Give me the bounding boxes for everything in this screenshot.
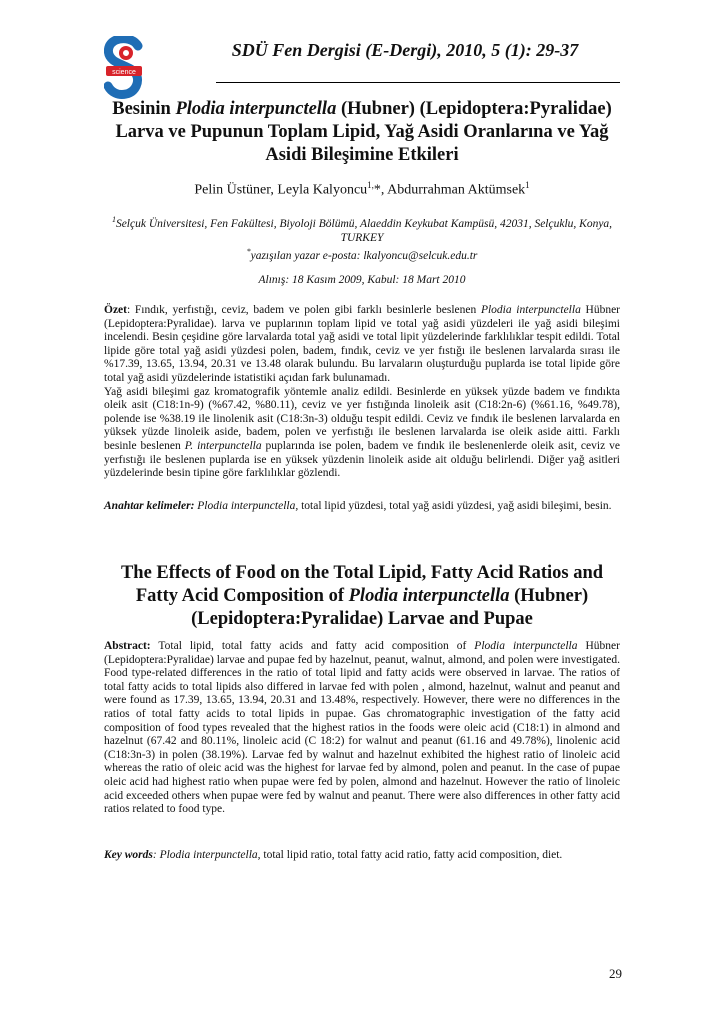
page-number: 29 <box>609 966 622 981</box>
author-sup-1: 1, <box>367 180 374 190</box>
logo-text: science <box>112 69 136 76</box>
english-keywords <box>104 849 620 863</box>
corresponding-sup: * <box>246 246 251 256</box>
ozet-p1-text-2: Hübner (Lepidoptera:Pyralidae). larva ve puplarının toplam lipid ve total yağ asidi yüzdeleri ile yağ asidi bileşimi incelendi. Besin çeşidine göre larvalarda total yağ asidi ve total lipit yüzdelerinde farklılıklar tespit edildi. Total lipide göre total yağ asidi yüzdesi polen, badem, fındık, ceviz ve yer fıstığı ile beslenen larvalarda sırası ile %17.39, 13.65, 13.94, 20.31 ve 13.48 olarak bulundu. Bu larvaların oluşturduğu puplarda ise total lipide göre total yağ asidi yüzdelerinde istatistiki açıdan fark bulunamadı. <box>104 304 621 384</box>
turkish-title-part-2: (Hubner) (Lepidoptera:Pyralidae) Larva ve Pupunun Toplam Lipid, Yağ Asidi Oranlarına ve Yağ Asidi Bileşimine Etkileri <box>115 99 612 165</box>
journal-logo-icon <box>104 36 144 102</box>
abstract-text-1: Total lipid, total fatty acids and fatty acid composition of <box>150 640 475 652</box>
turkish-title-species: Plodia interpunctella <box>175 99 337 119</box>
turkish-keywords <box>104 500 620 514</box>
keywords-label: Key words <box>104 849 153 861</box>
abstract-label: Abstract: <box>104 640 151 652</box>
turkish-abstract-paragraph-2 <box>104 386 620 481</box>
header-divider <box>216 82 620 83</box>
turkish-title <box>104 98 620 167</box>
ozet-p2-text-1: Yağ asidi bileşimi gaz kromatografik yöntemle analiz edildi. Besinlerde en yüksek yüzde badem ve fındıkta oleik asit (C18:1n-9) (%67.42, %80.11), ceviz ve yer fıstığında linoleik asit (C18:2n-6) (%61.16, %49.78), polende ise %38.19 ile linolenik asit (C18:3n-3) olduğu tespit edildi. Ceviz ve fındık ile beslenen larvalarda en yüksek yüzde linoleik aside, badem, polen ve yerfıstığı ile beslenen larvalarda ise oleik aside aitti. Farklı besinle beslenen <box>104 385 620 452</box>
authors-part-1: Pelin Üstüner, Leyla Kalyoncu <box>194 182 368 198</box>
english-title-part-1: The Effects of Food on the Total Lipid, Fatty Acid Ratios and Fatty Acid Composition of <box>120 563 604 606</box>
journal-header: SDÜ Fen Dergisi (E-Dergi), 2010, 5 (1): 29-37 <box>231 40 579 60</box>
ozet-p2-species: P. interpunctella <box>184 439 262 452</box>
keywords-species: : Plodia interpunctella, <box>152 849 261 861</box>
anahtar-rest: total lipid yüzdesi, total yağ asidi yüzdesi, yağ asidi bileşimi, besin. <box>298 500 612 512</box>
ozet-p1-text-1: : Fındık, yerfıstığı, ceviz, badem ve polen gibi farklı besinlerle beslenen <box>126 304 481 316</box>
anahtar-label: Anahtar kelimeler: <box>104 500 195 512</box>
abstract-species: Plodia interpunctella <box>474 640 578 652</box>
abstract-text-2: Hübner (Lepidoptera:Pyralidae) larvae and pupae fed by hazelnut, peanut, walnut, almond, and polen were investigated. Food type-related differences in the ratio of total lipid and fatty acids were observed in larvae. The ratios of total fatty acids to total lipids also differed in larvae fed with polen , almond, hazelnut, walnut and peanut and were found as 17.39, 13.65, 13.94, 20.31 and 13.48%, respectively. However, there were no differences in the ratios of total fatty acids to total lipids in pupae. Gas chromatographic investigation of the fatty acid composition of food types revealed that the highest ratios in the foods were oleic acid (C18:1) in almond and hazelnut (67.42 and 80.11%, linoleic acid (C 18:2) for walnut and peanut (61.16 and 49.78%), linolenic acid (C18:3n-3) in polen (38.19%). Larvae fed by walnut and hazelnut exhibited the highest ratio of linoleic acid whereas the ratio of oleic acid was the highest for larvae fed by almond, polen and peanut. In the case of pupae oleic acid had highest ratio when pupae were fed by polen, almond and hazelnut. However the ratio of linoleic acid exceeded others when pupae were fed by walnut and peanut. There were also differences in other fatty acid ratios related to food type. <box>104 640 620 816</box>
affiliation-sup: 1 <box>111 215 116 224</box>
corresponding-author: yazışılan yazar e-posta: lkalyoncu@selcuk.edu.tr <box>250 249 478 262</box>
english-title-part-2: (Hubner) (Lepidoptera:Pyralidae) Larvae and Pupae <box>191 586 589 629</box>
anahtar-species: Plodia interpunctella, <box>194 500 299 512</box>
received-accepted-dates: Alınış: 18 Kasım 2009, Kabul: 18 Mart 2010 <box>258 274 466 286</box>
ozet-p2-text-2: puplarında ise polen, badem ve fındık ile beslenenlerde oleik asit, ceviz ve yerfıstığı ile beslenen puplarda ise en yüksek yüzdenin linoleik aside ait olduğu belirlendi. Diğer yağ asitleri yüzdelerinde besin tipine göre farklılıklar gözlendi. <box>104 439 620 480</box>
english-title-species: Plodia interpunctella <box>348 586 510 606</box>
english-title <box>104 562 620 631</box>
affiliation <box>104 213 620 263</box>
keywords-rest: total lipid ratio, total fatty acid ratio, fatty acid composition, diet. <box>260 849 563 861</box>
authors-part-2: *, Abdurrahman Aktümsek <box>373 182 526 198</box>
turkish-title-part-1: Besinin <box>112 99 176 119</box>
affiliation-text: Selçuk Üniversitesi, Fen Fakültesi, Biyoloji Bölümü, Alaeddin Keykubat Kampüsü, 42031, Selçuklu, Konya, TURKEY <box>115 217 613 244</box>
ozet-p1-species: Plodia interpunctella <box>480 304 581 316</box>
author-sup-2: 1 <box>525 180 530 190</box>
english-abstract <box>104 640 620 817</box>
ozet-label: Özet <box>104 304 127 316</box>
author-list <box>104 180 620 199</box>
turkish-abstract <box>104 304 620 481</box>
turkish-abstract-paragraph-1 <box>104 304 620 386</box>
